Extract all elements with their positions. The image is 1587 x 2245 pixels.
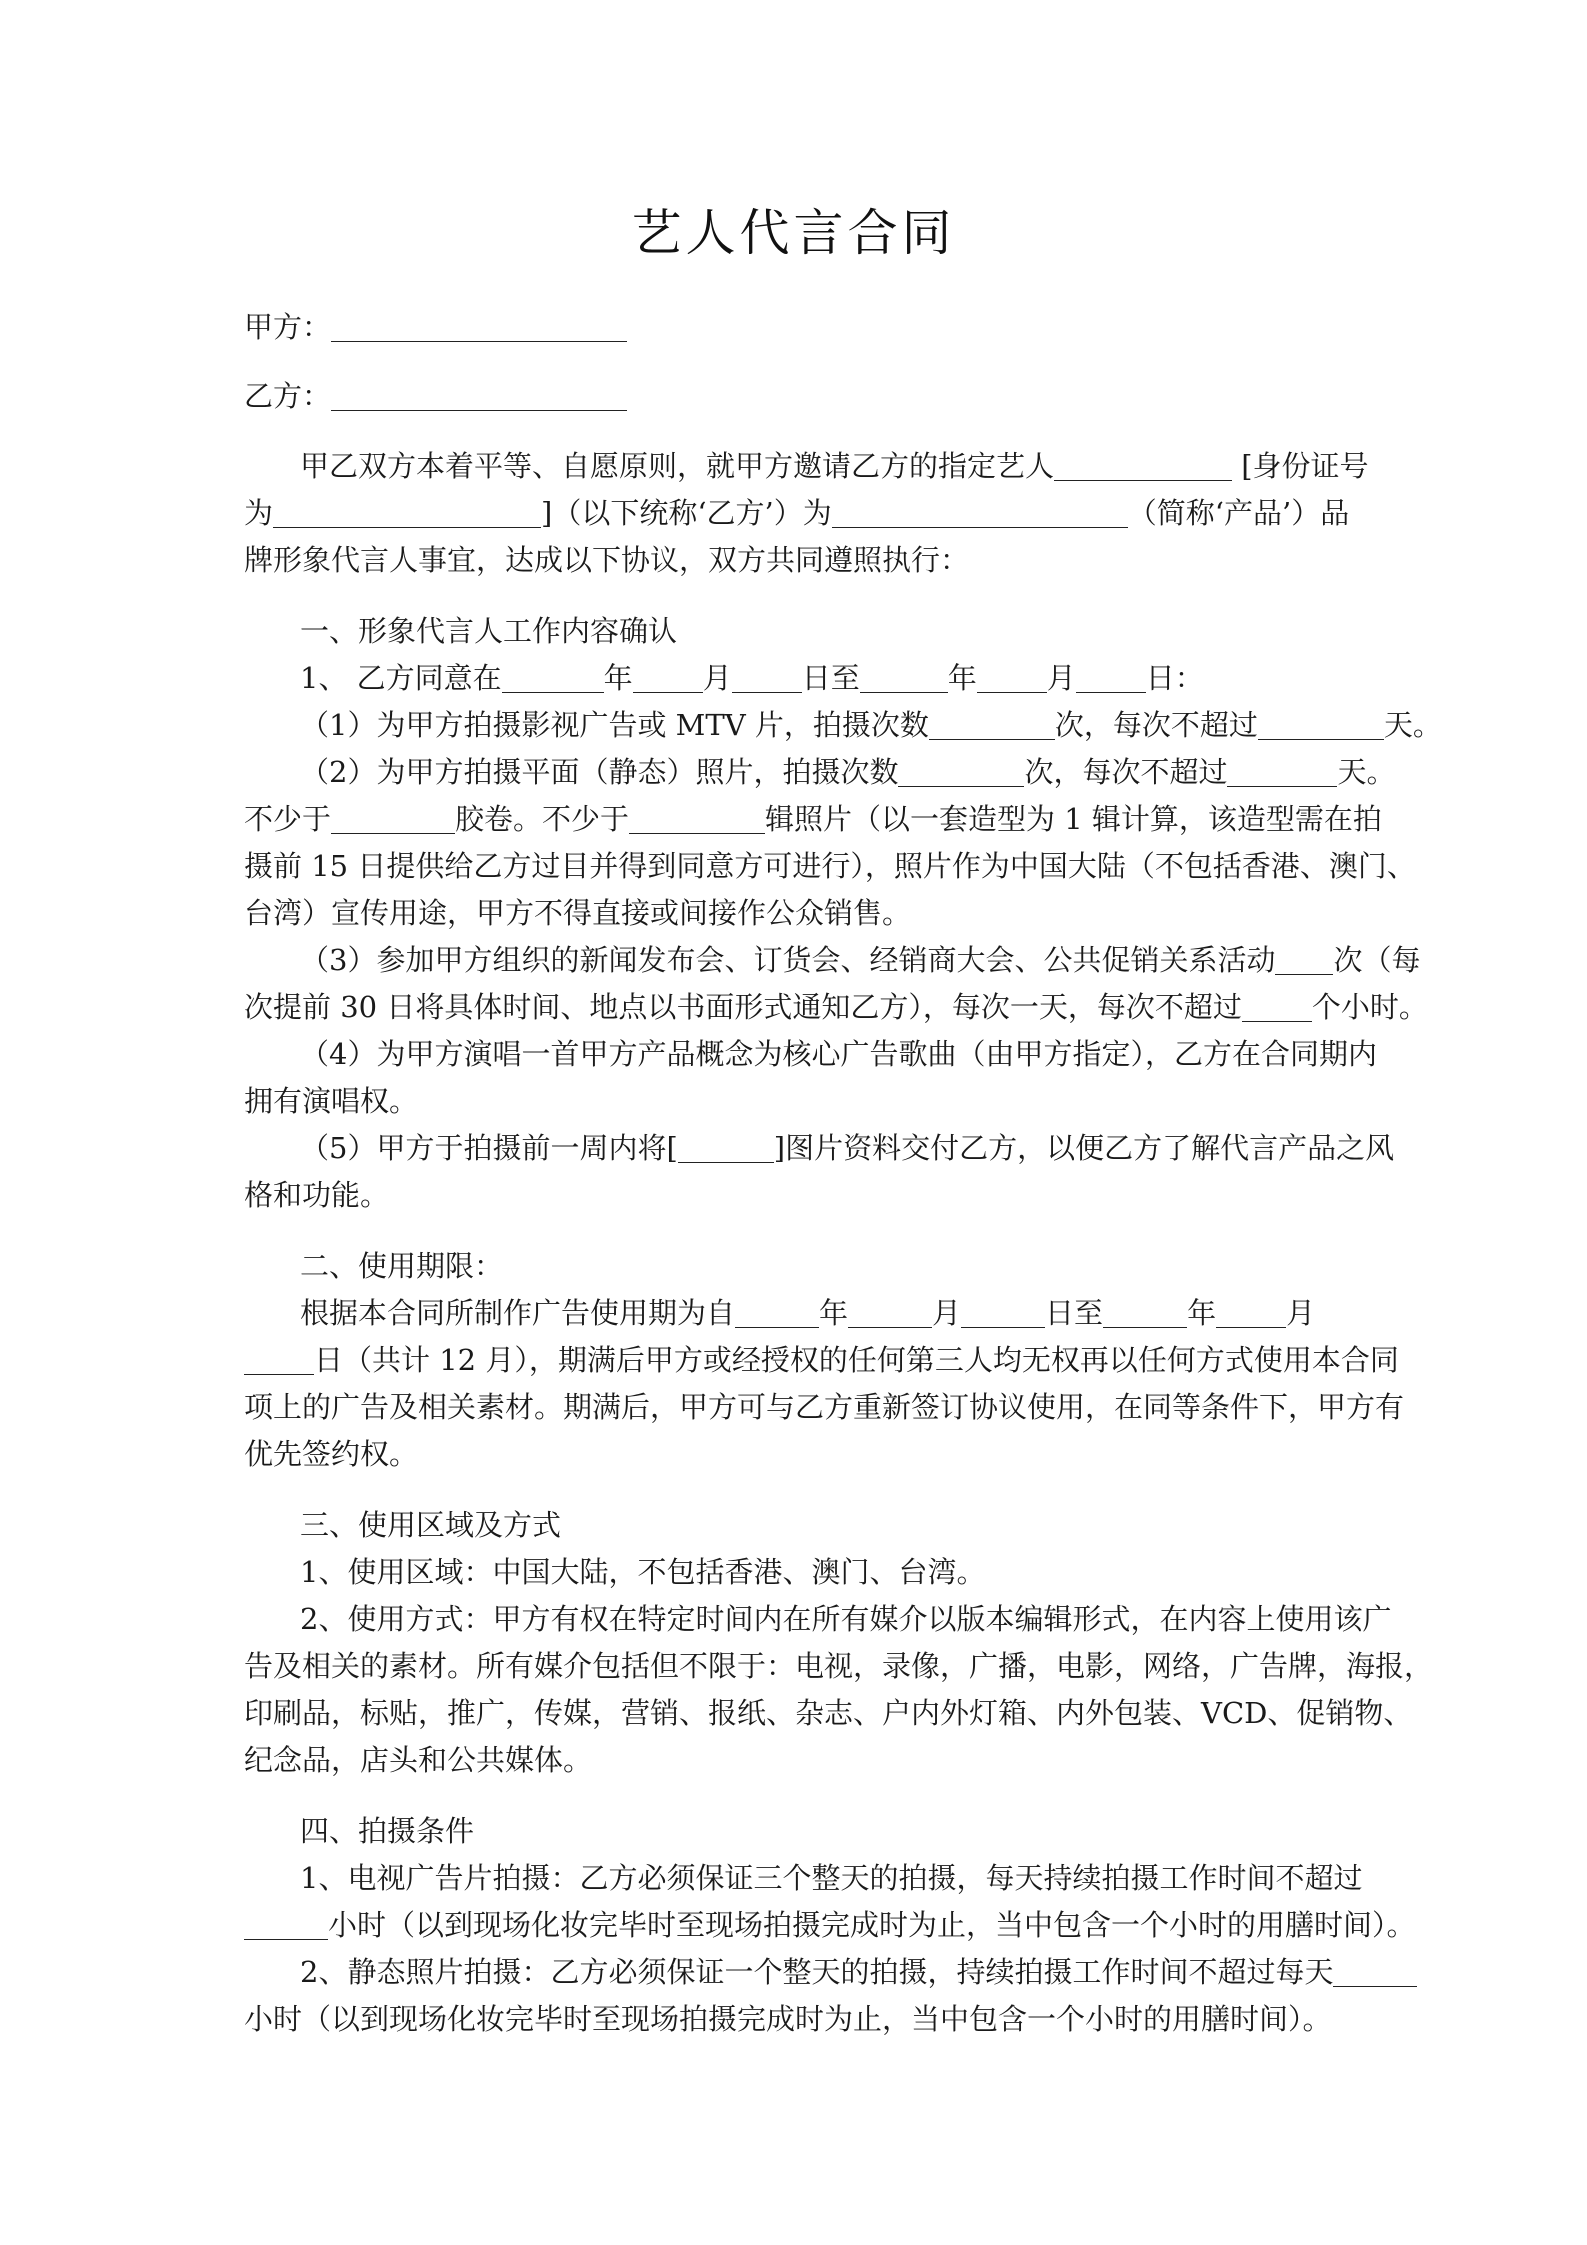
party-b-label: 乙方： xyxy=(244,379,332,413)
s1-p5b: 格和功能。 xyxy=(244,1178,390,1212)
s1-p2b xyxy=(244,799,1382,839)
usage-start-year-blank[interactable] xyxy=(735,1297,819,1328)
s2-text: 根据本合同所制作广告使用期为自 xyxy=(300,1296,736,1330)
s1-text: 年 xyxy=(603,661,633,695)
s2-line-1 xyxy=(300,1293,1315,1333)
intro-text: [身份证号 xyxy=(1241,449,1369,483)
s1-text: 1、 乙方同意在 xyxy=(300,661,502,695)
party-b-line xyxy=(244,376,627,416)
usage-start-month-blank[interactable] xyxy=(848,1297,932,1328)
s2-text: 月 xyxy=(1286,1296,1316,1330)
s1-text: 日： xyxy=(1145,661,1204,695)
s2-text: 年 xyxy=(1187,1296,1217,1330)
s1-text: 月 xyxy=(702,661,732,695)
document-title: 艺人代言合同 xyxy=(631,204,956,262)
s3-line-2: 2、使用方式：甲方有权在特定时间内在所有媒介以版本编辑形式，在内容上使用该广 xyxy=(300,1602,1392,1636)
materials-blank[interactable] xyxy=(678,1132,774,1163)
party-a-label: 甲方： xyxy=(244,310,332,344)
s4-line-1: 1、电视广告片拍摄：乙方必须保证三个整天的拍摄，每天持续拍摄工作时间不超过 xyxy=(300,1861,1363,1895)
s1-text: 月 xyxy=(1046,661,1076,695)
section-2-heading: 二、使用期限： xyxy=(300,1249,504,1283)
s1-text: ]图片资料交付乙方，以便乙方了解代言产品之风 xyxy=(773,1131,1395,1165)
s2-text: 年 xyxy=(819,1296,849,1330)
s1-text: （2）为甲方拍摄平面（静态）照片，拍摄次数 xyxy=(300,755,899,789)
section-1-heading: 一、形象代言人工作内容确认 xyxy=(300,614,678,648)
s1-text: 次，每次不超过 xyxy=(1054,708,1258,742)
s1-p4b: 拥有演唱权。 xyxy=(244,1084,419,1118)
s1-p2 xyxy=(300,752,1395,792)
s4-line-2 xyxy=(244,1905,1416,1945)
s2-line-2 xyxy=(244,1340,1399,1380)
tv-hours-blank[interactable] xyxy=(244,1909,328,1940)
id-number-blank[interactable] xyxy=(273,497,541,528)
section-3-heading: 三、使用区域及方式 xyxy=(300,1508,562,1542)
intro-text: ]（以下统称‘乙方’）为 xyxy=(541,496,832,530)
s2-text: 日至 xyxy=(1045,1296,1104,1330)
s1-text: 辑照片（以一套造型为 1 辑计算，该造型需在拍 xyxy=(765,802,1382,836)
s4-line-3 xyxy=(300,1952,1417,1992)
s1-text: 日至 xyxy=(801,661,860,695)
s1-text: 次，每次不超过 xyxy=(1024,755,1228,789)
photo-days-blank[interactable] xyxy=(1227,756,1337,787)
s1-text: 次（每 xyxy=(1333,943,1421,977)
event-hours-blank[interactable] xyxy=(1242,991,1312,1022)
video-count-blank[interactable] xyxy=(929,709,1055,740)
product-blank[interactable] xyxy=(832,497,1128,528)
s1-item-1 xyxy=(300,658,1204,698)
section-4-heading: 四、拍摄条件 xyxy=(300,1814,475,1848)
s4-text: 2、静态照片拍摄：乙方必须保证一个整天的拍摄，持续拍摄工作时间不超过每天 xyxy=(300,1955,1334,1989)
s1-p5 xyxy=(300,1128,1394,1168)
end-month-blank[interactable] xyxy=(977,662,1047,693)
party-a-line xyxy=(244,307,627,347)
s1-p2d: 台湾）宣传用途，甲方不得直接或间接作公众销售。 xyxy=(244,896,912,930)
s1-text: 天。 xyxy=(1337,755,1396,789)
usage-start-day-blank[interactable] xyxy=(961,1297,1045,1328)
s3-line-1: 1、使用区域：中国大陆，不包括香港、澳门、台湾。 xyxy=(300,1555,986,1589)
intro-text: （简称‘产品’）品 xyxy=(1127,496,1350,530)
s3-line-4: 印刷品，标贴，推广，传媒，营销、报纸、杂志、户内外灯箱、内外包装、VCD、促销物、 xyxy=(244,1696,1413,1730)
s1-text: （3）参加甲方组织的新闻发布会、订货会、经销商大会、公共促销关系活动 xyxy=(300,943,1276,977)
s3-line-5: 纪念品，店头和公共媒体。 xyxy=(244,1743,593,1777)
s2-text: 月 xyxy=(932,1296,962,1330)
usage-end-month-blank[interactable] xyxy=(1216,1297,1286,1328)
start-month-blank[interactable] xyxy=(633,662,703,693)
photo-sets-blank[interactable] xyxy=(629,803,765,834)
film-roll-blank[interactable] xyxy=(331,803,455,834)
video-days-blank[interactable] xyxy=(1258,709,1384,740)
s1-text: 个小时。 xyxy=(1311,990,1428,1024)
s2-line-3: 项上的广告及相关素材。期满后，甲方可与乙方重新签订协议使用，在同等条件下，甲方有 xyxy=(244,1390,1405,1424)
s1-text: 年 xyxy=(947,661,977,695)
intro-text: 为 xyxy=(244,496,274,530)
start-day-blank[interactable] xyxy=(732,662,802,693)
s1-text: （5）甲方于拍摄前一周内将[ xyxy=(300,1131,678,1165)
s2-line-4: 优先签约权。 xyxy=(244,1437,419,1471)
s1-text: 天。 xyxy=(1383,708,1442,742)
s1-text: 胶卷。不少于 xyxy=(455,802,630,836)
intro-text: 甲乙双方本着平等、自愿原则，就甲方邀请乙方的指定艺人 xyxy=(300,449,1055,483)
photo-count-blank[interactable] xyxy=(898,756,1024,787)
end-year-blank[interactable] xyxy=(860,662,948,693)
usage-end-year-blank[interactable] xyxy=(1103,1297,1187,1328)
event-count-blank[interactable] xyxy=(1275,944,1333,975)
s3-line-3: 告及相关的素材。所有媒介包括但不限于：电视，录像，广播，电影，网络，广告牌，海报， xyxy=(244,1649,1434,1683)
s1-p2c: 摄前 15 日提供给乙方过目并得到同意方可进行），照片作为中国大陆（不包括香港、澳门、 xyxy=(244,849,1416,883)
intro-line-1 xyxy=(300,446,1369,486)
s4-text: 小时（以到现场化妆完毕时至现场拍摄完成时为止，当中包含一个小时的用膳时间）。 xyxy=(328,1908,1416,1942)
s1-text: 不少于 xyxy=(244,802,332,836)
s1-p4: （4）为甲方演唱一首甲方产品概念为核心广告歌曲（由甲方指定），乙方在合同期内 xyxy=(300,1037,1377,1071)
end-day-blank[interactable] xyxy=(1076,662,1146,693)
intro-line-2 xyxy=(244,493,1349,533)
s1-text: （1）为甲方拍摄影视广告或 MTV 片，拍摄次数 xyxy=(300,708,929,742)
intro-line-3: 牌形象代言人事宜，达成以下协议，双方共同遵照执行： xyxy=(244,543,970,577)
photo-hours-blank[interactable] xyxy=(1333,1956,1417,1987)
s2-text: 日（共计 12 月），期满后甲方或经授权的任何第三人均无权再以任何方式使用本合同 xyxy=(314,1343,1399,1377)
s1-text: 次提前 30 日将具体时间、地点以书面形式通知乙方），每次一天，每次不超过 xyxy=(244,990,1242,1024)
s1-p1 xyxy=(300,705,1442,745)
s1-p3 xyxy=(300,940,1420,980)
usage-end-day-blank[interactable] xyxy=(244,1344,314,1375)
party-a-blank[interactable] xyxy=(331,311,627,342)
start-year-blank[interactable] xyxy=(502,662,604,693)
s4-line-4: 小时（以到现场化妆完毕时至现场拍摄完成时为止，当中包含一个小时的用膳时间）。 xyxy=(244,2002,1332,2036)
party-b-blank[interactable] xyxy=(331,380,627,411)
s1-p3b xyxy=(244,987,1428,1027)
artist-name-blank[interactable] xyxy=(1054,450,1232,481)
